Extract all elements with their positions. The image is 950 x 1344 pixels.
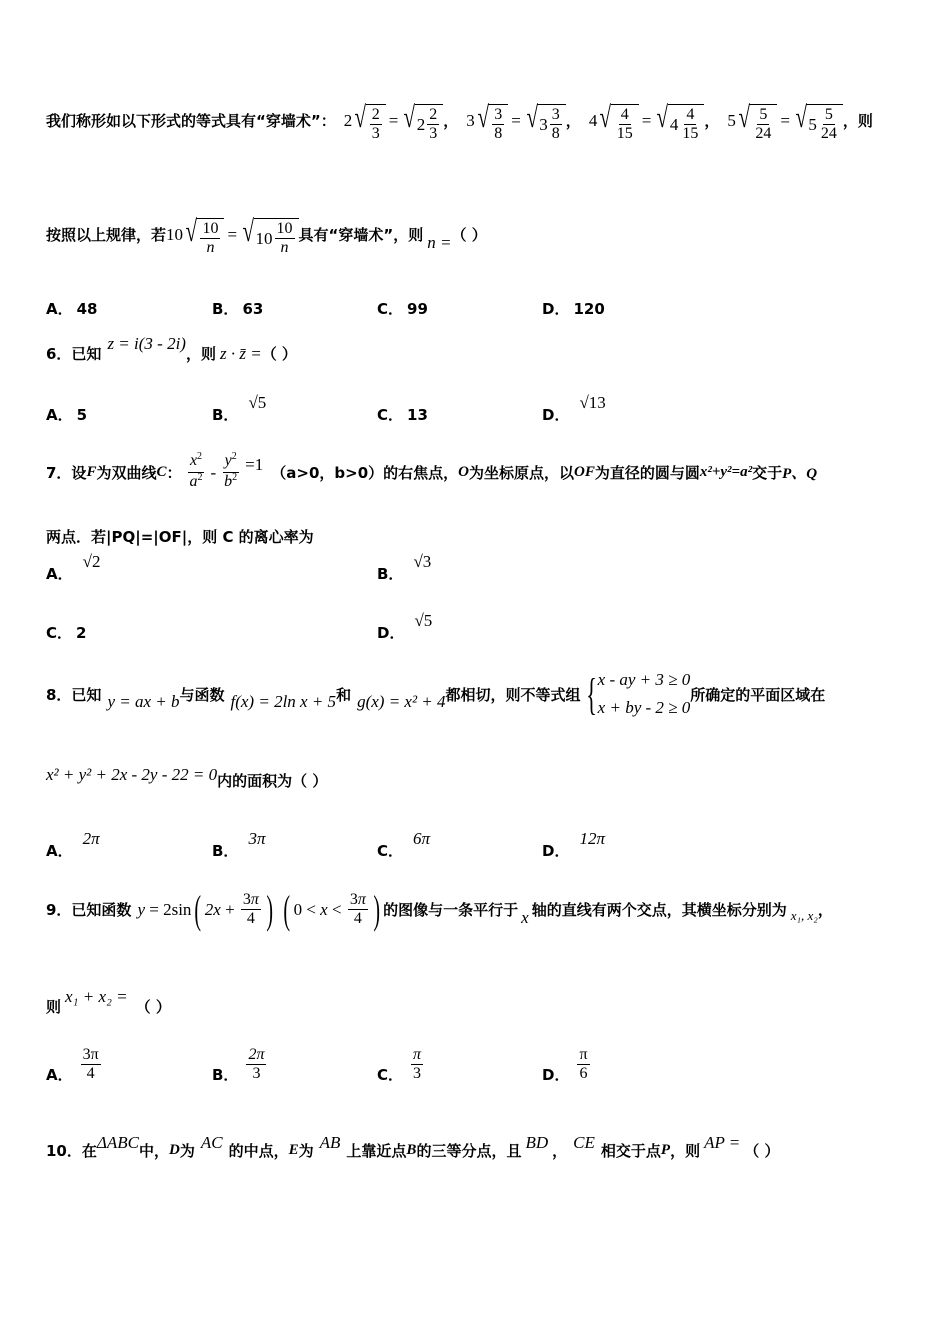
q7-stem: 7．设 F 为双曲线 C ： $\frac{x^2}{a^2}$ - $\frac{y^2}{b^2}$ =1 （a>0，b>0）的右焦点， O 为坐标原点，以 OF 为直径的圆与圆 x²+y²=a² 交于 P、Q [46, 452, 817, 493]
q9-option-b[interactable]: B． $\frac{2\pi}{3}$ [212, 1046, 265, 1084]
q10-stem: 10．在 ΔABC 中， D 为 AC 的中点， E 为 AB 上靠近点 B 的三等分点，且 BD ， CE 相交于点 P ，则 AP = （ ） [46, 1132, 780, 1160]
q8-line2: x² + y² + 2x - 2y - 22 = 0 内的面积为（ ） [46, 764, 328, 790]
q5-option-b[interactable]: B． 63 [212, 299, 264, 318]
q5-option-c[interactable]: C． 99 [377, 299, 428, 318]
q9-option-c[interactable]: C． $\frac{\pi}{3}$ [377, 1046, 422, 1084]
q5-line1: 我们称形如以下形式的等式具有“穿墙术”： 2 √ $\frac{2}{3}$ = √ 2 $\frac{2}{3}$ ， 3 √ $\frac{3}{8}$ = √ 3 $\frac{3}{8}$ ， 4 √ $\frac{4}{15}$ = √ 4 $\frac{4}{15}$ ， 5 √ $\frac{5}{24}$ = √ 5 $\frac{5}{24}$ ，则 [46, 98, 873, 143]
q5-example-1: 2 √ $\frac{2}{3}$ = √ 2 $\frac{2}{3}$ [344, 98, 444, 143]
q8-option-a[interactable]: A． 2π [46, 828, 100, 860]
q5-example-2: 3 √ $\frac{3}{8}$ = √ 3 $\frac{3}{8}$ [466, 98, 566, 143]
q5-condition: 10 √ $\frac{10}{n}$ = √ 10 $\frac{10}{n}$ [166, 212, 299, 257]
q5-line2: 按照以上规律，若 10 √ $\frac{10}{n}$ = √ 10 $\frac{10}{n}$ 具有“穿墙术”，则 n = （ ） [46, 212, 487, 257]
q5-example-4: 5 √ $\frac{5}{24}$ = √ 5 $\frac{5}{24}$ [727, 98, 843, 143]
q6-stem: 6．已知 z = i(3 - 2i) ，则 z · z̄ = （ ） [46, 333, 297, 363]
q8-stem: 8．已知 y = ax + b 与函数 f(x) = 2ln x + 5 和 g(x) = x² + 4 都相切，则不等式组 { x - ay + 3 ≥ 0 x + by - 2 ≥ 0 所确定的平面区域在 [46, 666, 825, 722]
q9-stem: 9．已知函数 y = 2sin ( 2x + $\frac{3\pi}{4}$ ) ( 0 < x < $\frac{3\pi}{4}$ ) 的图像与一条平行于 x 轴的直线有两个交点，其横坐标分别为 x₁, x₂ ， [46, 887, 833, 932]
q8-option-d[interactable]: D． 12π [542, 828, 605, 860]
q7-option-b[interactable]: B． √3 [377, 551, 432, 583]
q9-line2: 则 x₁ + x₂ = （ ） [46, 986, 171, 1016]
q5-option-a[interactable]: A． 48 [46, 299, 98, 318]
q9-option-a[interactable]: A． $\frac{3\pi}{4}$ [46, 1046, 99, 1084]
q7-line2: 两点．若|PQ|=|OF|，则 C 的离心率为 [46, 528, 314, 546]
q5-example-3: 4 √ $\frac{4}{15}$ = √ 4 $\frac{4}{15}$ [589, 98, 705, 143]
q7-hyperbola: $\frac{x^2}{a^2}$ - $\frac{y^2}{b^2}$ =1 [189, 451, 264, 490]
q7-option-d[interactable]: D． √5 [377, 610, 433, 642]
q9-option-d[interactable]: D． $\frac{\pi}{6}$ [542, 1046, 588, 1084]
q8-system: { x - ay + 3 ≥ 0 x + by - 2 ≥ 0 [585, 669, 691, 719]
q6-option-a[interactable]: A． 5 [46, 405, 88, 424]
q7-option-c[interactable]: C． 2 [46, 623, 87, 642]
q7-option-a[interactable]: A． √2 [46, 551, 101, 583]
q8-option-b[interactable]: B． 3π [212, 828, 266, 860]
q8-option-c[interactable]: C． 6π [377, 828, 431, 860]
q6-option-c[interactable]: C． 13 [377, 405, 428, 424]
q6-option-b[interactable]: B． √5 [212, 392, 267, 424]
q9-function: y = 2sin ( 2x + $\frac{3\pi}{4}$ ) ( 0 < x < $\frac{3\pi}{4}$ ) [137, 887, 380, 932]
q5-option-d[interactable]: D． 120 [542, 299, 605, 318]
q6-option-d[interactable]: D． √13 [542, 392, 606, 424]
q5-intro: 我们称形如以下形式的等式具有“穿墙术”： [46, 112, 336, 130]
